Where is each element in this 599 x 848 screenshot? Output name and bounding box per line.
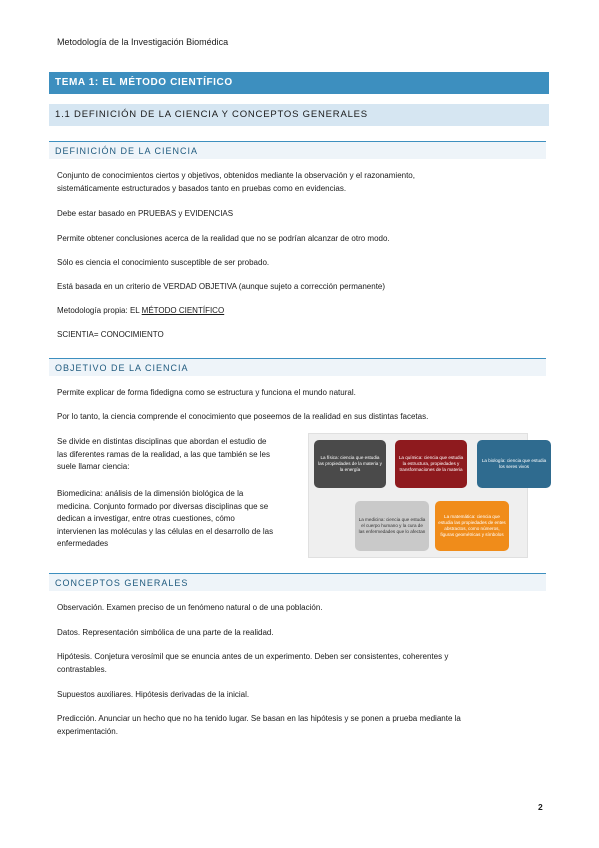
- conceptos-supuestos: Supuestos auxiliares. Hipótesis derivadas de la inicial.: [57, 690, 250, 699]
- metodologia-prefix: Metodología propia: EL: [57, 306, 142, 315]
- text-line: sistemáticamente estructurados y basados tanto en pruebas como en evidencias.: [57, 183, 347, 193]
- text-line: suele llamar ciencia:: [57, 462, 130, 471]
- text-line: Se divide en distintas disciplinas que abordan el estudio de: [57, 437, 267, 446]
- text-line: enfermedades: [57, 539, 109, 548]
- objetivo-paragraph-1: Permite explicar de forma fidedigna como se estructura y funciona el mundo natural.: [57, 388, 356, 397]
- metodo-cientifico-link[interactable]: MÉTODO CIENTÍFICO: [141, 306, 225, 315]
- definicion-paragraph-6: [57, 305, 537, 318]
- page-number: 2: [538, 802, 543, 812]
- tile-fisica: La física: ciencia que estudia las propiedades de la materia y la energía: [314, 440, 386, 488]
- text-line: intervienen las moléculas y las células en el desarrollo de las: [57, 526, 274, 536]
- running-header: Metodología de la Investigación Biomédica: [57, 37, 229, 47]
- tile-medicina: La medicina: ciencia que estudia el cuerpo humano y la cura de las enfermedades que lo afectan: [355, 501, 429, 551]
- section-heading-objetivo: OBJETIVO DE LA CIENCIA: [49, 358, 546, 376]
- text-line: contrastables.: [57, 664, 107, 674]
- section-heading-definicion: DEFINICIÓN DE LA CIENCIA: [49, 141, 546, 159]
- section-heading-conceptos: CONCEPTOS GENERALES: [49, 573, 546, 591]
- conceptos-datos: Datos. Representación simbólica de una parte de la realidad.: [57, 628, 274, 637]
- text-line: Biomedicina: análisis de la dimensión biológica de la: [57, 489, 244, 498]
- definicion-paragraph-2: Debe estar basado en PRUEBAS y EVIDENCIAS: [57, 209, 234, 218]
- sciences-figure: [308, 433, 547, 558]
- objetivo-paragraph-2: Por lo tanto, la ciencia comprende el conocimiento que poseemos de la realidad en sus distintas facetas.: [57, 412, 429, 421]
- text-line: experimentación.: [57, 726, 118, 736]
- text-line: las diferentes ramas de la realidad, a las que también se les: [57, 449, 271, 459]
- definicion-paragraph-7: SCIENTIA= CONOCIMIENTO: [57, 330, 164, 339]
- definicion-paragraph-5: Está basada en un criterio de VERDAD OBJETIVA (aunque sujeto a corrección permanente): [57, 282, 386, 291]
- topic-title: TEMA 1: EL MÉTODO CIENTÍFICO: [49, 72, 549, 94]
- objetivo-paragraph-4: [57, 488, 305, 551]
- tile-biologia: La biología: ciencia que estudia los seres vivos: [477, 440, 551, 488]
- tile-matematica: La matemática: ciencia que estudia las propiedades de entes abstractos, como números, figuras geométricas y símbolos: [435, 501, 509, 551]
- conceptos-observacion: Observación. Examen preciso de un fenómeno natural o de una población.: [57, 603, 323, 612]
- tile-quimica: La química: ciencia que estudia la estructura, propiedades y transformaciones de la materia: [395, 440, 467, 488]
- conceptos-prediccion: [57, 713, 537, 738]
- definicion-paragraph-3: Permite obtener conclusiones acerca de la realidad que no se podrían alcanzar de otro modo.: [57, 234, 390, 243]
- text-line: Conjunto de conocimientos ciertos y objetivos, obtenidos mediante la observación y el razonamiento,: [57, 171, 415, 180]
- text-line: medicina. Conjunto formado por diversas disciplinas que se: [57, 501, 269, 511]
- definicion-paragraph-1: [57, 170, 537, 195]
- definicion-paragraph-4: Sólo es ciencia el conocimiento susceptible de ser probado.: [57, 258, 270, 267]
- conceptos-hipotesis: [57, 651, 537, 676]
- subtopic-title: 1.1 DEFINICIÓN DE LA CIENCIA Y CONCEPTOS GENERALES: [49, 104, 549, 126]
- text-line: Hipótesis. Conjetura verosímil que se enuncia antes de un experimento. Deben ser consistentes, coherentes y: [57, 652, 449, 661]
- text-line: Predicción. Anunciar un hecho que no ha tenido lugar. Se basan en las hipótesis y se ponen a prueba mediante la: [57, 714, 461, 723]
- text-line: dedican a investigar, entre otras cuestiones, cómo: [57, 514, 235, 523]
- objetivo-paragraph-3: [57, 436, 305, 474]
